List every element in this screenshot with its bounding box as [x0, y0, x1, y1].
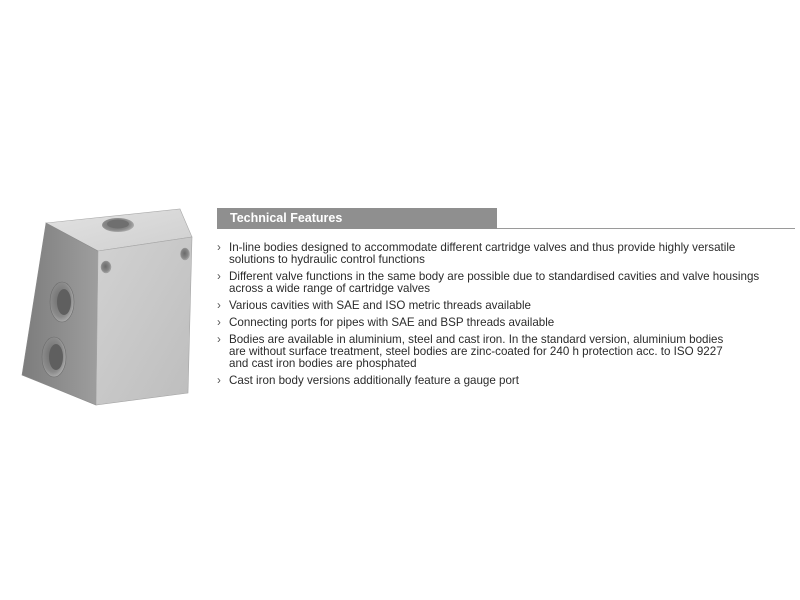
feature-text-line: solutions to hydraulic control functions	[229, 253, 425, 266]
feature-item	[217, 317, 797, 329]
feature-text-line: Connecting ports for pipes with SAE and BSP threads available	[229, 316, 555, 329]
mounting-hole-left-icon	[101, 261, 111, 273]
feature-item	[217, 300, 797, 312]
bullet-icon: ›	[217, 333, 221, 346]
feature-text-line: Bodies are available in aluminium, steel and cast iron. In the standard version, aluminium bodies	[229, 333, 724, 346]
feature-item	[217, 334, 797, 370]
bullet-icon: ›	[217, 299, 221, 312]
bullet-icon: ›	[217, 316, 221, 329]
section-header-technical-features: Technical Features	[217, 208, 497, 229]
feature-text-line: Cast iron body versions additionally feature a gauge port	[229, 374, 520, 387]
feature-item	[217, 271, 797, 295]
valve-body-image	[18, 205, 208, 410]
feature-text-line: In-line bodies designed to accommodate different cartridge valves and thus provide highly versatile	[229, 241, 736, 254]
feature-text-line: Various cavities with SAE and ISO metric threads available	[229, 299, 532, 312]
feature-item	[217, 375, 797, 387]
feature-item	[217, 242, 797, 266]
bullet-icon: ›	[217, 241, 221, 254]
feature-text-line: are without surface treatment, steel bodies are zinc-coated for 240 h protection acc. to ISO 9227	[229, 345, 723, 358]
feature-text-line: across a wide range of cartridge valves	[229, 282, 431, 295]
mounting-hole-right-icon	[181, 248, 190, 260]
header-divider	[497, 228, 795, 229]
body-front-face	[96, 237, 192, 405]
bullet-icon: ›	[217, 270, 221, 283]
feature-text-line: Different valve functions in the same body are possible due to standardised cavities and valve housings	[229, 270, 760, 283]
feature-text-line: and cast iron bodies are phosphated	[229, 357, 417, 370]
bullet-icon: ›	[217, 374, 221, 387]
feature-list	[217, 242, 797, 392]
